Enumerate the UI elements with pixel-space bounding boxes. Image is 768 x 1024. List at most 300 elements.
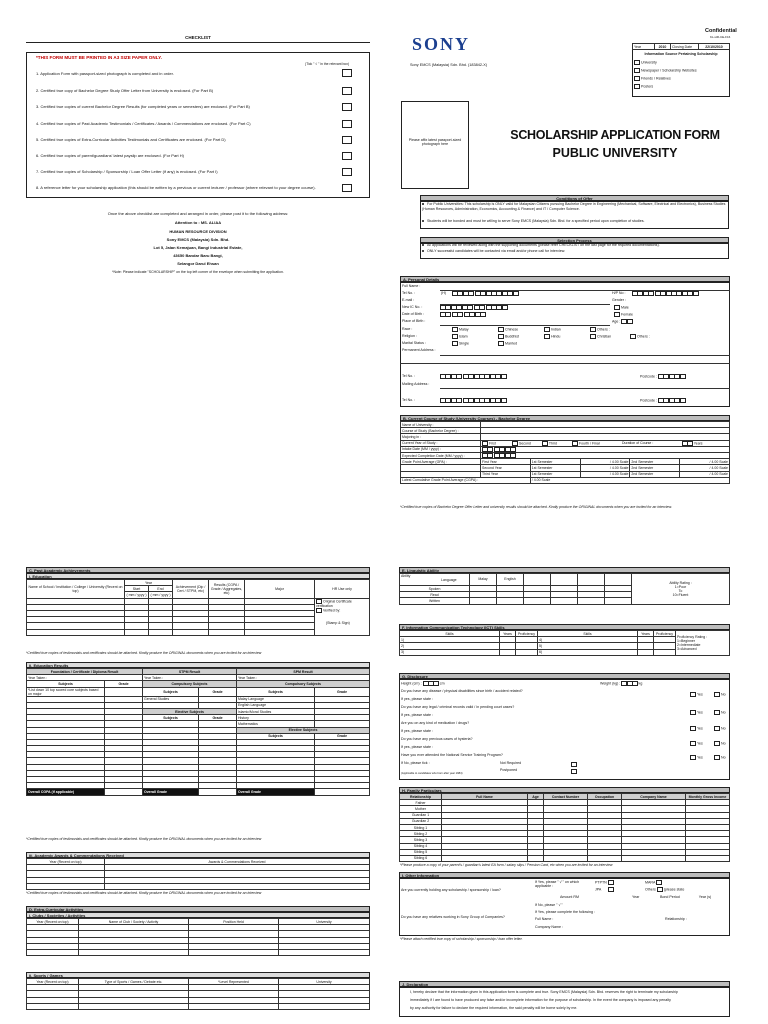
closing-label: Closing Date <box>671 44 699 50</box>
edu-col-hr: HR Use only <box>315 580 370 599</box>
checklist-checkbox-1[interactable] <box>342 69 352 77</box>
religion-checkbox[interactable] <box>452 334 458 339</box>
disclosure-state: If yes, please state : <box>401 713 433 717</box>
year-fourth[interactable] <box>572 441 622 446</box>
awards-table <box>26 858 370 890</box>
overall-cgpa: Overall CGPA (if applicable) <box>27 789 105 795</box>
hp-input[interactable] <box>632 291 698 296</box>
checklist-item-6: 6. Certified true copies of parent/guardians' latest payslip are enclosed. (For Part H) <box>36 153 184 158</box>
source-label: University <box>641 60 657 65</box>
res-cell[interactable] <box>199 789 237 795</box>
selection-header: Selection Process <box>420 237 729 243</box>
q2-no[interactable] <box>714 710 726 715</box>
please-state: (please state <box>663 887 685 892</box>
b-label: Current Year of Study : <box>401 440 481 446</box>
checklist-item-4: 4. Certified true copies of Past Academic Testimonials / Certificates / Awards / Commendations are enclosed. (For Part C) <box>36 121 251 126</box>
selection-text: ONLY successful candidates will be contacted via email and/or phone call for interview. <box>427 249 566 253</box>
postcode-label: Postcode : <box>640 374 657 379</box>
relative-relationship[interactable]: Relationship : <box>665 917 687 921</box>
partD-sub1: i. Clubs / Societies / Activities <box>26 912 370 918</box>
elective-head: Elective Subjects <box>237 727 370 733</box>
spm-subject: Islamic/Moral Studies <box>237 708 315 714</box>
q5-no[interactable] <box>714 755 726 760</box>
lang-col: Malay <box>470 574 497 586</box>
language-text: Language <box>441 578 457 583</box>
closing-value: 22/10/2010 <box>699 44 730 50</box>
partI-q1: Are you currently holding any scholarship / sponsorship / loan? <box>401 888 501 892</box>
lang-col-blank[interactable] <box>605 574 632 586</box>
race-indian[interactable] <box>544 327 590 332</box>
partC-sub3: iii. Academic Awards & Commendations Received <box>26 852 370 858</box>
lang-cell[interactable] <box>578 598 605 604</box>
disclosure-state: If yes, please state : <box>401 697 433 701</box>
postponed-checkbox[interactable] <box>571 769 577 774</box>
disclosure-q4: Do you have any previous cases of hysteria? <box>401 737 473 741</box>
edu-cell[interactable] <box>27 629 125 635</box>
family-rel: Sibling 1 <box>400 824 442 830</box>
comp-head: Compulsory Subjects <box>143 681 237 687</box>
envelope-note: *Note: Please indicate "SCHOLARSHIP" on the top left corner of the envelope when submitting the application. <box>112 270 284 274</box>
checklist-checkbox-4[interactable] <box>342 120 352 128</box>
rating-text: 3=Advanced <box>677 646 697 651</box>
rating-text: 10=Fluent <box>672 592 689 597</box>
edu-col-school: Name of School / Institution / College / University (Recent on top) <box>27 580 125 599</box>
lang-cell[interactable] <box>497 598 524 604</box>
ict-col: Skills <box>538 631 638 637</box>
clubs-col: Year (Recent on top) <box>27 919 79 925</box>
bond-field[interactable] <box>660 895 711 899</box>
religion-checkbox[interactable] <box>590 334 596 339</box>
hr-verify-label: Original Certificate verification <box>316 598 352 608</box>
ict-col: Years <box>500 631 516 637</box>
ability-rating <box>632 574 730 605</box>
year-first[interactable] <box>482 441 512 446</box>
partD-sub2: ii. Sports / Games <box>26 972 370 978</box>
opt-label: MARA <box>645 880 656 885</box>
award-cell[interactable] <box>105 883 370 889</box>
gpa-year: First Year <box>481 459 531 465</box>
language-table <box>399 573 730 605</box>
edu-cell[interactable] <box>149 629 173 635</box>
rating-text: Proficiency Rating : <box>677 634 708 639</box>
spm-subject: English Language <box>237 702 315 708</box>
subjects-head: Subjects <box>143 687 199 696</box>
year-label: Second <box>518 441 531 446</box>
pob-line <box>440 325 610 326</box>
ict-num[interactable]: 2) <box>400 643 500 649</box>
sport-cell[interactable] <box>279 1003 370 1009</box>
edu-col-start: Start <box>125 586 149 592</box>
hr-stamp-label: (Stamp & Sign) <box>326 620 350 625</box>
partA-label: Race : <box>402 327 413 331</box>
checklist-checkbox-6[interactable] <box>342 152 352 160</box>
family-cell[interactable] <box>588 855 622 861</box>
yes-label: Yes <box>696 692 703 697</box>
dob-input[interactable] <box>440 312 486 317</box>
lang-cell[interactable] <box>524 598 551 604</box>
source-checkbox-friends[interactable] <box>634 76 640 81</box>
yes-label: Yes <box>696 710 703 715</box>
rating-text: 2=Intermediate <box>677 642 701 647</box>
race-checkbox[interactable] <box>544 327 550 332</box>
checklist-item-8: 8. A reference letter for your scholarship application (this should be written by a previous or current lecturer / professor (where relevant to your degree course). <box>36 185 316 190</box>
female-label: Female <box>621 312 633 317</box>
clubs-col: University <box>279 919 370 925</box>
race-others[interactable] <box>590 327 650 332</box>
year-of-study-options <box>481 440 730 446</box>
no-label: No <box>721 741 726 746</box>
years-label: Years <box>693 441 703 446</box>
checklist-checkbox-5[interactable] <box>342 136 352 144</box>
cgpa-label: Latest Cumulative Grade Point Average (CGPA) : <box>401 477 531 483</box>
checklist-item-5: 5. Certified true copies of Extra-Curricular Activities Testimonials and Certificates are enclosed. (For Part D) <box>36 137 226 142</box>
ict-num[interactable]: 5) <box>538 643 638 649</box>
postcode-2[interactable] <box>640 398 685 403</box>
proficiency-rating <box>676 631 730 656</box>
family-col: Full Name <box>442 794 528 800</box>
checklist-item-7: 7. Certified true copies of Scholarship / Sponsorship / Loan Offer Letter (if any) is enclosed. (For Part I) <box>36 169 218 174</box>
weight-field[interactable] <box>600 681 642 686</box>
partA-label: Date of Birth : <box>402 312 424 316</box>
edu-cell[interactable] <box>173 629 209 635</box>
ict-num[interactable]: 3) <box>400 649 500 655</box>
religion-buddhist[interactable] <box>498 334 544 339</box>
family-rel: Guardian 1 <box>400 812 442 818</box>
b-label: Name of University : <box>401 422 481 428</box>
opt-others[interactable] <box>645 887 684 892</box>
opt-ptptn[interactable] <box>595 880 614 885</box>
condition-item-2 <box>422 219 727 224</box>
scale[interactable]: / 4.00 Scale <box>680 471 730 477</box>
checklist-checkbox-7[interactable] <box>342 168 352 176</box>
hr-use-cell <box>315 598 370 635</box>
sport-cell[interactable] <box>79 1003 189 1009</box>
q1-no[interactable] <box>714 692 726 697</box>
q3-yes[interactable] <box>690 726 703 731</box>
family-rel: Sibling 6 <box>400 855 442 861</box>
duration-cell[interactable] <box>687 441 693 446</box>
tel-prefix: (H) <box>441 291 446 295</box>
year-third[interactable] <box>542 441 572 446</box>
declaration-line-1: I, hereby declare that the information given in this application form is complete and true. Sony EMCS (Malaysia) Sdn. Bhd. reserves the right to terminate my scholarship <box>410 990 678 994</box>
ic-input[interactable] <box>440 305 507 310</box>
not-required[interactable] <box>500 761 521 765</box>
partA-label: Place of Birth : <box>402 319 426 323</box>
partA-label: Full Name : <box>402 284 421 288</box>
male-checkbox[interactable] <box>614 305 620 310</box>
ict-cell[interactable] <box>516 649 538 655</box>
scale[interactable]: / 4.00 Scale <box>580 465 630 471</box>
clubs-table <box>26 918 370 956</box>
ict-cell[interactable] <box>654 649 676 655</box>
race-checkbox[interactable] <box>452 327 458 332</box>
partA-label: Religion : <box>402 334 417 338</box>
b-label: Expected Completion Date (MM / yyyy) : <box>401 452 481 458</box>
res-col-stpm: STPM Result <box>143 669 237 675</box>
q1-yes[interactable] <box>690 692 703 697</box>
marital-single[interactable] <box>452 341 498 346</box>
res-cell[interactable] <box>105 789 143 795</box>
club-cell[interactable] <box>27 949 79 955</box>
ict-col: Proficiency <box>516 631 538 637</box>
year-label: Year <box>632 895 640 899</box>
family-rel: Mother <box>400 806 442 812</box>
postcode-label: Postcode : <box>640 398 657 403</box>
year-taken[interactable]: Year Taken : <box>237 675 370 681</box>
no-label: No <box>721 755 726 760</box>
overall-grade: Overall Grade <box>237 789 315 795</box>
partC-sub2: ii. Education Results <box>26 662 370 668</box>
perm-tel-input[interactable] <box>440 374 506 379</box>
conditions-header: Conditions of Offer <box>420 195 729 201</box>
relative-fullname[interactable]: Full Name : <box>535 917 554 921</box>
religion-checkbox[interactable] <box>498 334 504 339</box>
source-item-newspaper[interactable] <box>634 68 697 73</box>
q5-yes[interactable] <box>690 755 703 760</box>
opt-jpa[interactable] <box>595 887 614 892</box>
height-field[interactable] <box>401 681 445 686</box>
year-value: 2010 <box>655 44 671 50</box>
sport-cell[interactable] <box>27 1003 79 1009</box>
relative-company[interactable]: Company Name : <box>535 925 563 929</box>
club-cell[interactable] <box>189 949 279 955</box>
res-cell[interactable] <box>105 687 143 696</box>
lang-cell[interactable] <box>470 598 497 604</box>
selection-item-2 <box>422 249 727 254</box>
not-required-checkbox[interactable] <box>571 762 577 767</box>
lang-cell[interactable] <box>605 598 632 604</box>
religion-options <box>452 334 728 339</box>
amount-field[interactable] <box>560 895 579 899</box>
opt-label: PTPTN <box>595 880 607 885</box>
b-label: Intake Date (MM / yyyy) : <box>401 446 481 452</box>
bond-label: Bond Period <box>660 895 680 899</box>
bullet-icon <box>422 203 424 205</box>
weight-label: Weight (kg) : <box>600 681 621 686</box>
photo-box[interactable] <box>401 101 469 189</box>
partH-header: H. Family Particulars <box>399 787 730 793</box>
partC-header: C. Past Academic Achievements <box>26 567 370 573</box>
partC-note2: *Certified true copies of testimonials and certificates should be attached. Kindly produce the ORIGINAL documents when you are invited for an interview <box>26 837 262 841</box>
marital-married[interactable] <box>498 341 544 346</box>
source-item-posters[interactable] <box>634 84 653 89</box>
gpa-year: Second Year <box>481 465 531 471</box>
year-label: Year <box>633 44 655 50</box>
ict-num[interactable]: 4) <box>538 637 638 643</box>
info-year-table <box>632 43 730 50</box>
family-cell[interactable] <box>528 855 544 861</box>
checklist-checkbox-3[interactable] <box>342 103 352 111</box>
religion-label: Hindu <box>551 334 561 339</box>
source-checkbox-university[interactable] <box>634 60 640 65</box>
overall-grade: Overall Grade <box>143 789 199 795</box>
partD-header: D. Extra-Curricular Activities <box>26 906 370 912</box>
family-cell[interactable] <box>622 855 686 861</box>
source-item-university[interactable] <box>634 60 657 65</box>
lang-row: Spoken <box>400 586 470 592</box>
edu-cell[interactable] <box>209 629 245 635</box>
no-label: No <box>721 726 726 731</box>
ict-cell[interactable] <box>500 649 516 655</box>
height-label: Height (cm) : <box>401 681 422 686</box>
ict-col: Proficiency <box>654 631 676 637</box>
sem2: 2nd Semester <box>630 459 680 465</box>
grade-head: Grade <box>199 715 237 721</box>
club-cell[interactable] <box>279 949 370 955</box>
source-checkbox-newspaper[interactable] <box>634 68 640 73</box>
bullet-icon <box>422 244 424 246</box>
gpa-year: Third Year <box>481 471 531 477</box>
sport-cell[interactable] <box>189 1003 279 1009</box>
grade-head: Grade <box>315 733 370 739</box>
race-checkbox[interactable] <box>590 327 596 332</box>
edu-mmyyyy: ( mm / yyyy ) <box>126 592 147 597</box>
partI-header: I. Other Information <box>399 872 730 878</box>
q3-no[interactable] <box>714 726 726 731</box>
scale[interactable]: / 4.00 Scale <box>580 471 630 477</box>
rating-text: To <box>678 588 683 593</box>
source-checkbox-posters[interactable] <box>634 84 640 89</box>
res-cell[interactable] <box>315 789 370 795</box>
source-item-friends[interactable] <box>634 76 671 81</box>
lang-col-blank[interactable] <box>578 574 605 586</box>
religion-christian[interactable] <box>590 334 630 339</box>
sports-col: *Level Represented <box>189 979 279 985</box>
family-cell[interactable] <box>686 855 730 861</box>
form-title-line-2: PUBLIC UNIVERSITY <box>552 146 678 160</box>
marital-checkbox[interactable] <box>452 341 458 346</box>
verified-checkbox[interactable] <box>316 608 322 613</box>
lang-col-blank[interactable] <box>524 574 551 586</box>
race-label: Others : <box>597 327 610 332</box>
condition-item-1 <box>422 202 727 212</box>
ict-col: Years <box>638 631 654 637</box>
postcode-1[interactable] <box>640 374 685 379</box>
club-cell[interactable] <box>79 949 189 955</box>
elective-head: Elective Subjects <box>143 708 237 714</box>
religion-islam[interactable] <box>452 334 498 339</box>
perm-address-line-2 <box>400 363 730 364</box>
year-taken[interactable]: Year Taken : <box>27 675 143 681</box>
partA-header: A. Personal Details <box>400 276 730 282</box>
gender-male[interactable] <box>614 305 629 310</box>
q4-no[interactable] <box>714 741 726 746</box>
checklist-warning: *THIS FORM MUST BE PRINTED IN A3 SIZE PAPER ONLY. <box>36 55 162 60</box>
family-table <box>399 793 730 862</box>
postponed-label: Postponed <box>500 768 518 772</box>
edu-col-achievement: Achievement (Dip / Cert / STPM, etc) <box>173 580 209 599</box>
partC-note3: *Certified true copies of testimonials and certificates should be attached. Kindly produce the ORIGINAL documents when you are invited for an interview <box>26 891 262 895</box>
ict-num[interactable]: 6) <box>538 649 638 655</box>
religion-checkbox[interactable] <box>630 334 636 339</box>
family-col: Occupation <box>588 794 622 800</box>
award-cell[interactable] <box>27 883 105 889</box>
religion-others[interactable] <box>630 334 670 339</box>
edu-cell[interactable] <box>125 629 149 635</box>
lang-cell[interactable] <box>551 598 578 604</box>
opt-mara[interactable] <box>645 880 662 885</box>
q4-yes[interactable] <box>690 741 703 746</box>
scale[interactable]: / 4.00 Scale <box>680 459 730 465</box>
tel-h <box>441 291 446 295</box>
res-col-spm: SPM Result <box>237 669 370 675</box>
family-cell[interactable] <box>442 855 528 861</box>
subjects-head: Subjects <box>237 687 315 696</box>
partA-label: Tel No. : <box>402 374 416 378</box>
cgpa-scale[interactable]: / 4.00 Scale <box>530 477 729 483</box>
race-checkbox[interactable] <box>498 327 504 332</box>
year-label: First <box>488 441 496 446</box>
race-chinese[interactable] <box>498 327 544 332</box>
yes-label: Yes <box>696 755 703 760</box>
family-col: Contact Number <box>544 794 588 800</box>
company-name: Sony EMCS (Malaysia) Sdn. Bhd. (183842-X) <box>410 63 488 67</box>
cm-label: cm <box>439 681 445 686</box>
q2-yes[interactable] <box>690 710 703 715</box>
checklist-checkbox-2[interactable] <box>342 87 352 95</box>
postponed[interactable] <box>500 768 517 772</box>
kg-label: kg <box>638 681 643 686</box>
disclosure-state: If yes, please state : <box>401 729 433 733</box>
female-checkbox[interactable] <box>614 312 620 317</box>
mail-tel-input[interactable] <box>440 398 506 403</box>
year-second[interactable] <box>512 441 542 446</box>
edu-col-major: Major <box>245 580 315 599</box>
spm-subject: Mathematics <box>237 721 315 727</box>
gender-label: Gender : <box>612 298 626 302</box>
disclosure-q3: Are you on any kind of medication / drugs? <box>401 721 470 725</box>
age-cell[interactable] <box>627 319 633 324</box>
partI-note: *Please attach certified true copy of scholarship / sponsorship / loan offer letter. <box>400 937 523 941</box>
gender-female[interactable] <box>614 312 633 317</box>
sports-col: Type of Sports / Games / Debate etc. <box>79 979 189 985</box>
partE-header: E. Linguistic Ability <box>399 567 730 573</box>
edu-cell[interactable] <box>245 629 315 635</box>
religion-label: Christian <box>597 334 612 339</box>
edu-col-results: Results (CGPA / Grade / Aggregates, etc) <box>209 580 245 599</box>
rating-text: 1=Poor <box>674 584 687 589</box>
ict-num[interactable]: 1) <box>400 637 500 643</box>
grade-head: Grade <box>315 687 370 696</box>
declaration-line-3: by any authority for failure to declare the required information, the said penalty will be borne solely by me. <box>410 1006 578 1010</box>
partG-header: G. Disclosure <box>399 673 730 679</box>
marital-label: Single <box>459 341 469 346</box>
marital-checkbox[interactable] <box>498 341 504 346</box>
no-label: No <box>721 692 726 697</box>
year-taken[interactable]: Year Taken : <box>143 675 237 681</box>
religion-checkbox[interactable] <box>544 334 550 339</box>
checklist-item-1: 1. Application Form with passport-sized photograph is completed and in order. <box>36 71 174 76</box>
religion-label: Others : <box>637 334 650 339</box>
checklist-checkbox-8[interactable] <box>342 184 352 192</box>
ict-cell[interactable] <box>638 649 654 655</box>
lang-col-blank[interactable] <box>551 574 578 586</box>
year-field[interactable] <box>632 895 639 899</box>
religion-hindu[interactable] <box>544 334 590 339</box>
scale[interactable]: / 4.00 Scale <box>680 465 730 471</box>
form-code: KL-HR-CE-F16 <box>710 35 731 39</box>
subjects-head: Subjects <box>237 733 315 739</box>
family-cell[interactable] <box>544 855 588 861</box>
scale[interactable]: / 4.00 Scale <box>580 459 630 465</box>
spm-subject: History <box>237 715 315 721</box>
results-table <box>26 668 370 796</box>
race-malay[interactable] <box>452 327 498 332</box>
tel-input[interactable] <box>452 291 518 296</box>
sem2: 2nd Semester <box>630 471 680 477</box>
partA-label: Tel No. : <box>402 291 416 295</box>
partI-ifno[interactable]: If No, please " √ " <box>535 903 563 907</box>
